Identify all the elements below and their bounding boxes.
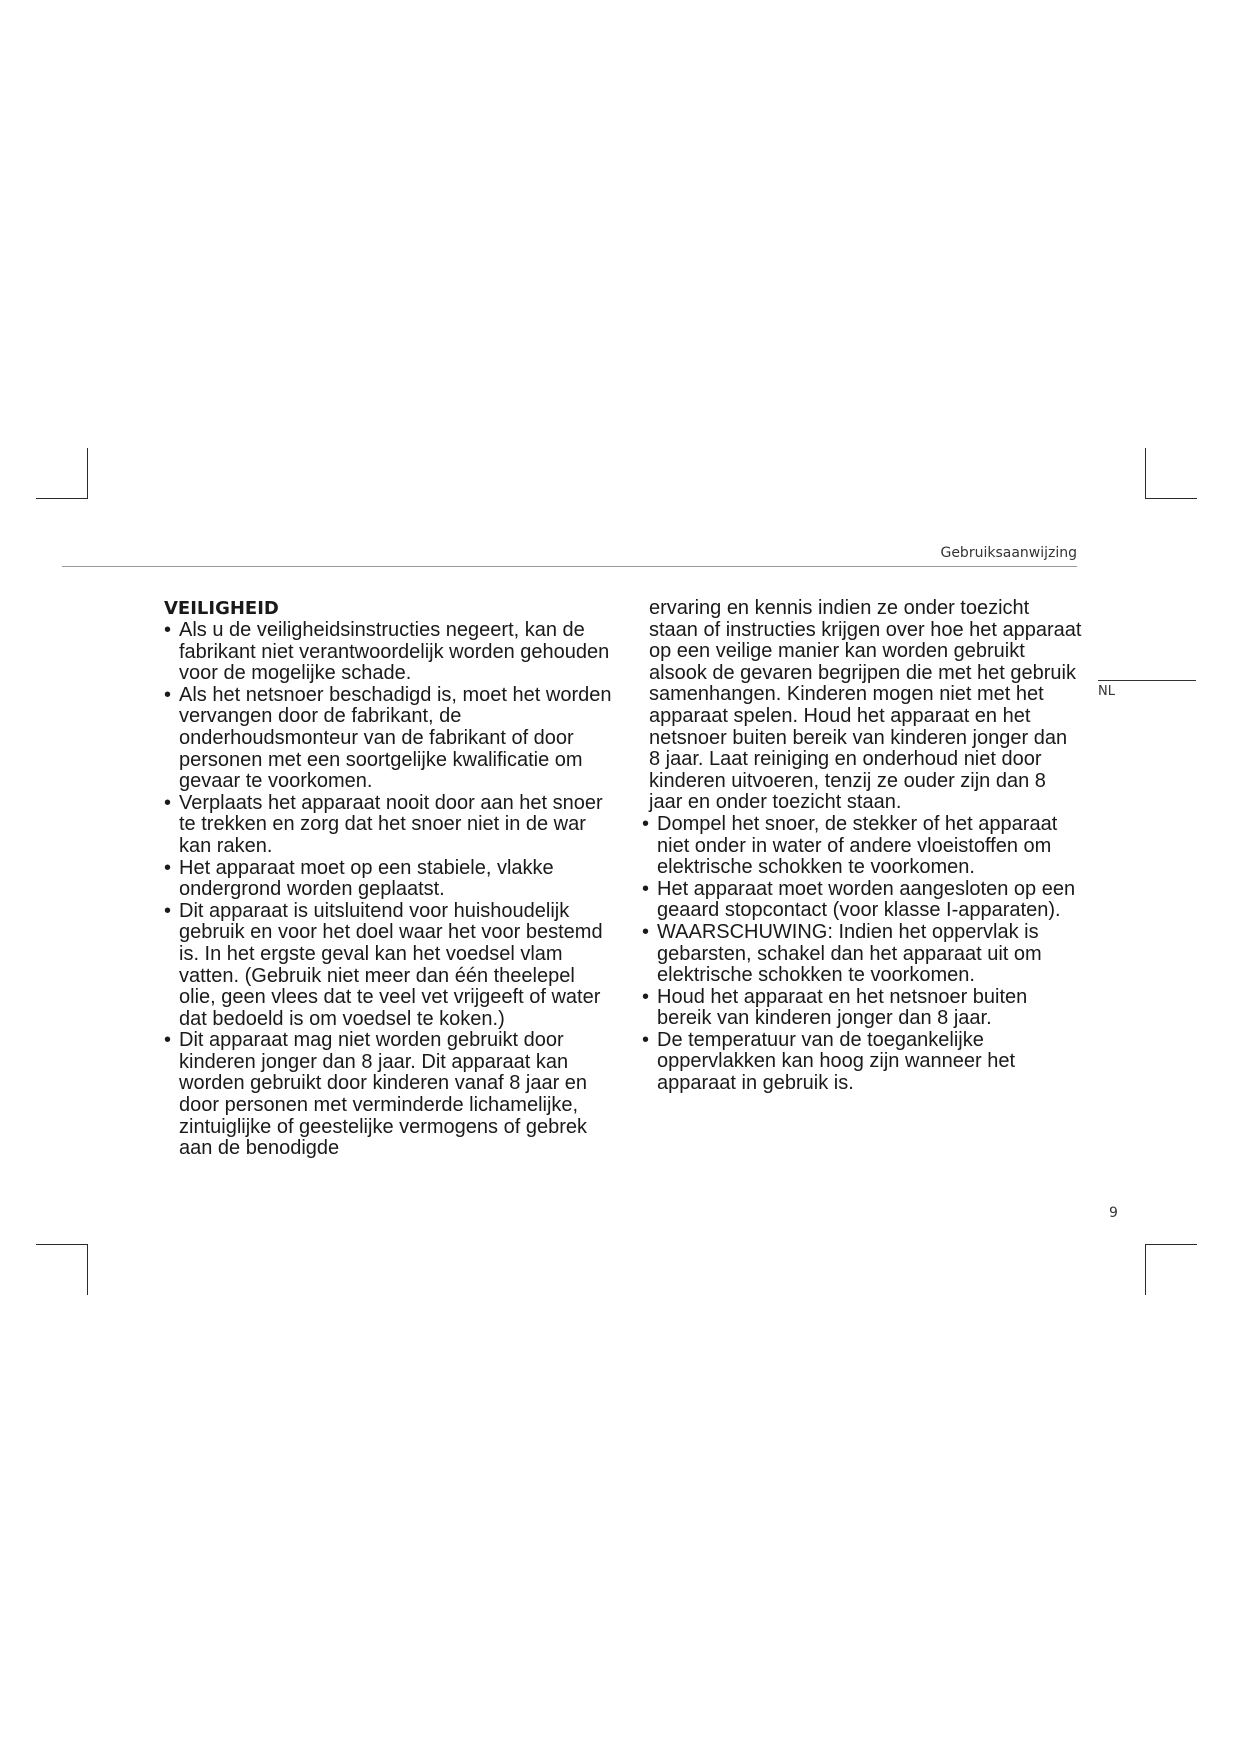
section-title: VEILIGHEID [164,598,279,619]
list-item: • Verplaats het apparaat nooit door aan het snoer te trekken en zorg dat het snoer niet in de war kan raken. [164,793,614,858]
left-column [164,598,614,1160]
right-column [642,598,1082,1095]
list-item: • Als het netsnoer beschadigd is, moet het worden vervangen door de fabrikant, de onderhoudsmonteur van de fabrikant of door personen met een soortgelijke kwalificatie om gevaar te voorkomen. [164,685,614,793]
language-tab: NL [1098,684,1115,699]
continued-paragraph: ervaring en kennis indien ze onder toezicht staan of instructies krijgen over hoe het apparaat op een veilige manier kan worden gebruikt alsook de gevaren begrijpen die met het gebruik samenhangen. Kinderen mogen niet met het apparaat spelen. Houd het apparaat en het netsnoer buiten bereik van kinderen jonger dan 8 jaar. Laat reiniging en onderhoud niet door kinderen uitvoeren, tenzij ze ouder zijn dan 8 jaar en onder toezicht staan. [649,597,1082,814]
list-item: • WAARSCHUWING: Indien het oppervlak is gebarsten, schakel dan het apparaat uit om elektrische schokken te voorkomen. [642,922,1082,987]
crop-mark-top-left-h [36,498,88,499]
crop-mark-bottom-left-h [36,1244,88,1245]
list-item: • Het apparaat moet worden aangesloten op een geaard stopcontact (voor klasse I-apparaten). [642,879,1082,922]
left-bullet-list [164,620,614,1160]
list-item: • Houd het apparaat en het netsnoer buiten bereik van kinderen jonger dan 8 jaar. [642,987,1082,1030]
list-item: • Dit apparaat is uitsluitend voor huishoudelijk gebruik en voor het doel waar het voor bestemd is. In het ergste geval kan het voedsel vlam vatten. (Gebruik niet meer dan één theelepel olie, geen vlees dat te veel vet vrijgeeft of water dat bedoeld is om voedsel te koken.) [164,901,614,1031]
list-item: • Dompel het snoer, de stekker of het apparaat niet onder in water of andere vloeistoffen om elektrische schokken te voorkomen. [642,814,1082,879]
running-header: Gebruiksaanwijzing [940,545,1077,561]
right-bullet-list [642,814,1082,1095]
crop-mark-bottom-right-h [1145,1244,1197,1245]
crop-mark-top-right-h [1145,498,1197,499]
list-item: • Als u de veiligheidsinstructies negeert, kan de fabrikant niet verantwoordelijk worden gehouden voor de mogelijke schade. [164,620,614,685]
header-divider [62,566,1077,567]
crop-mark-bottom-left-v [87,1244,88,1295]
language-tab-rule [1098,680,1196,681]
crop-mark-top-left-v [87,448,88,499]
list-item: • De temperatuur van de toegankelijke oppervlakken kan hoog zijn wanneer het apparaat in gebruik is. [642,1030,1082,1095]
list-item: • Dit apparaat mag niet worden gebruikt door kinderen jonger dan 8 jaar. Dit apparaat kan worden gebruikt door kinderen vanaf 8 jaar en door personen met verminderde lichamelijke, zintuiglijke of geestelijke vermogens of gebrek aan de benodigde [164,1030,614,1160]
page-number: 9 [1109,1205,1118,1221]
list-item: • Het apparaat moet op een stabiele, vlakke ondergrond worden geplaatst. [164,858,614,901]
crop-mark-bottom-right-v [1145,1244,1146,1295]
crop-mark-top-right-v [1145,448,1146,499]
